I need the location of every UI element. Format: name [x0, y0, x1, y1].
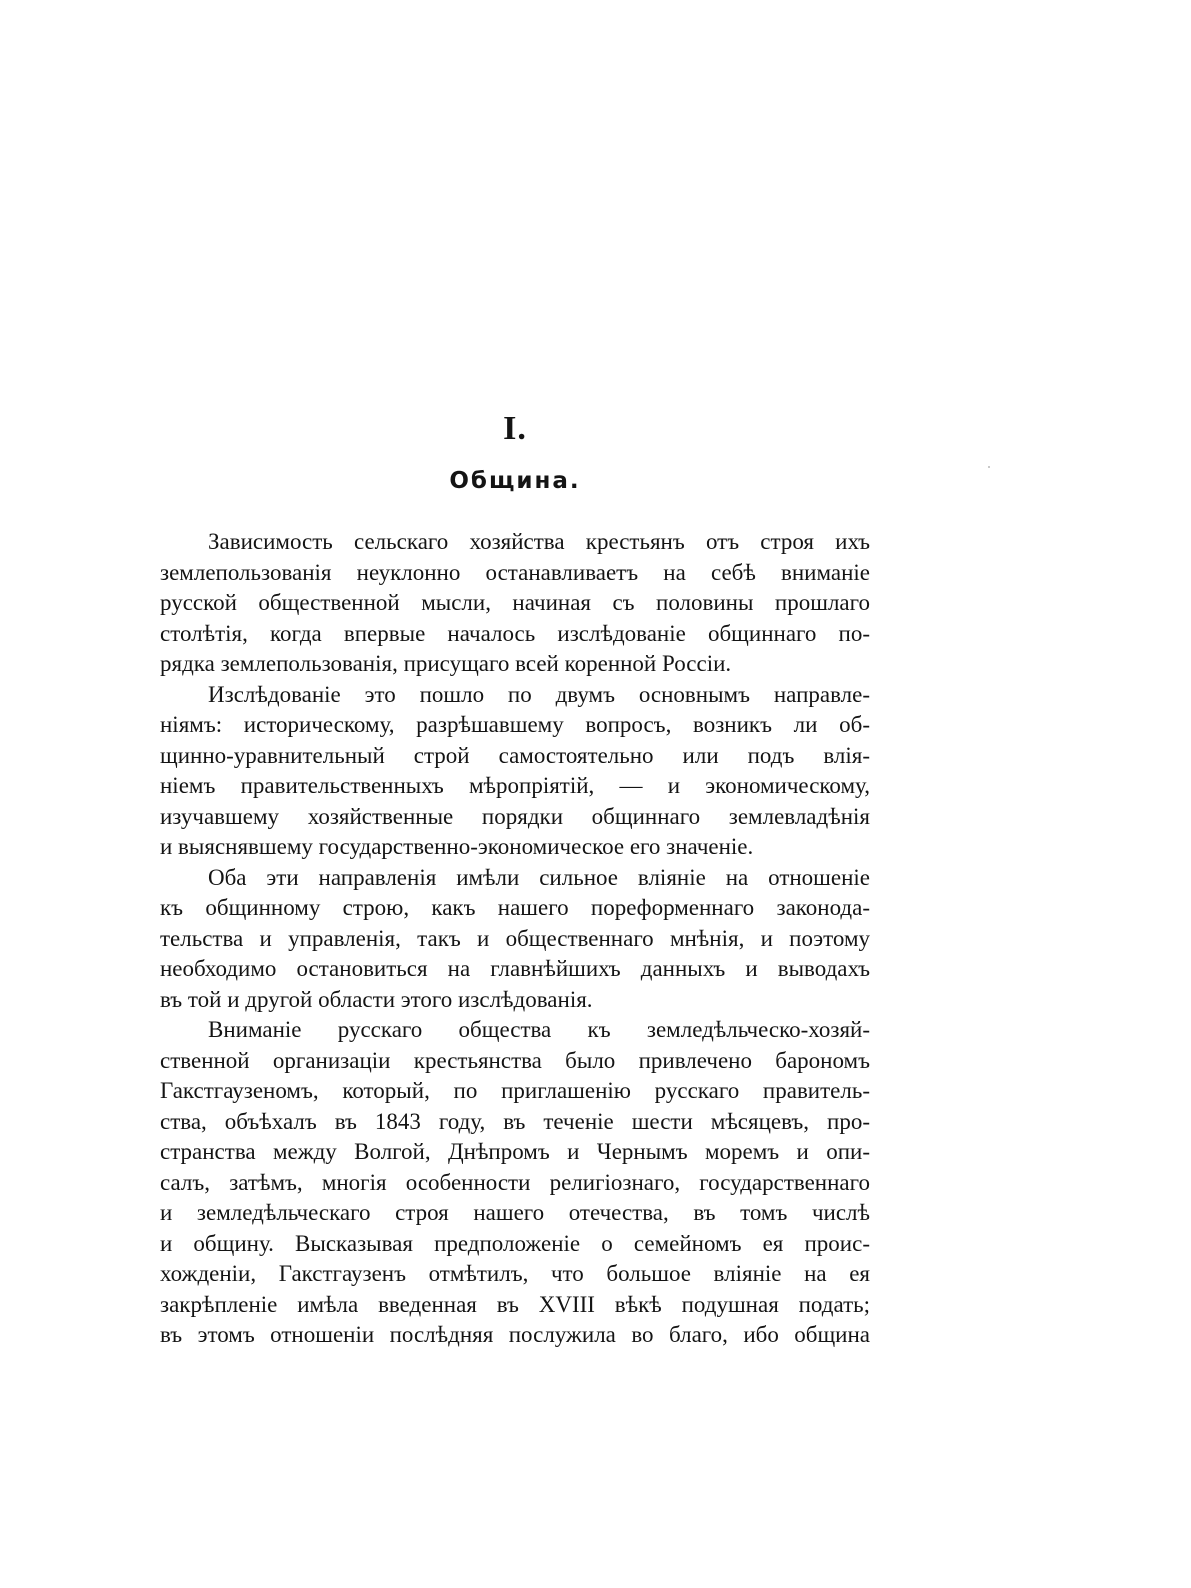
text-line: закрѣпленіе имѣла введенная въ XVIII вѣкѣ подушная подать;	[160, 1291, 870, 1317]
text-line: ства, объѣхалъ въ 1843 году, въ теченіе шести мѣсяцевъ, про-	[160, 1108, 870, 1134]
text-line: ніямъ: историческому, разрѣшавшему вопросъ, возникъ ли об-	[160, 712, 870, 737]
paragraph-3	[160, 863, 870, 1016]
text-line: ніемъ правительственныхъ мѣропріятій, — и экономическому,	[160, 773, 870, 798]
paragraph-2	[160, 680, 870, 863]
text-line: въ этомъ отношеніи послѣдняя послужила во благо, ибо община	[160, 1322, 870, 1347]
text-line: изучавшему хозяйственные порядки общиннаго землевладѣнія	[160, 803, 870, 829]
text-line: Вниманіе русскаго общества къ земледѣльческо-хозяй-	[208, 1017, 870, 1042]
text-line: въ той и другой области этого изслѣдованія.	[160, 986, 593, 1012]
text-line: и земледѣльческаго строя нашего отечества, въ томъ числѣ	[160, 1200, 870, 1225]
paragraph-1	[160, 527, 870, 680]
text-line: Зависимость сельскаго хозяйства крестьянъ отъ строя ихъ	[208, 529, 870, 554]
text-line: странства между Волгой, Днѣпромъ и Чернымъ моремъ и опи-	[160, 1139, 870, 1164]
text-line: землепользованія неуклонно останавливаетъ на себѣ вниманіе	[160, 559, 870, 585]
text-line: и общину. Высказывая предположеніе о семейномъ ея проис-	[160, 1230, 870, 1256]
text-line: хожденіи, Гакстгаузенъ отмѣтилъ, что большое вліяніе на ея	[160, 1261, 870, 1286]
text-line: необходимо остановиться на главнѣйшихъ данныхъ и выводахъ	[160, 956, 870, 981]
scan-speck	[988, 466, 990, 468]
body-text	[160, 527, 870, 1351]
text-line: къ общинному строю, какъ нашего пореформеннаго законода-	[160, 895, 870, 920]
text-line: рядка землепользованія, присущаго всей коренной Россіи.	[160, 651, 732, 676]
text-line: Оба эти направленія имѣли сильное вліяніе на отношеніе	[208, 864, 870, 890]
chapter-number: I.	[503, 410, 527, 447]
text-line: и выяснявшему государственно-экономическое его значеніе.	[160, 834, 754, 859]
text-line: салъ, затѣмъ, многія особенности религіознаго, государственнаго	[160, 1169, 870, 1195]
text-line: тельства и управленія, такъ и общественнаго мнѣнія, и поэтому	[160, 925, 870, 951]
chapter-title: Община.	[449, 468, 581, 494]
paragraph-4	[160, 1015, 870, 1351]
text-line: щинно-уравнительный строй самостоятельно или подъ влія-	[160, 742, 870, 768]
text-line: Изслѣдованіе это пошло по двумъ основнымъ направле-	[208, 681, 870, 707]
text-line: столѣтія, когда впервые началось изслѣдованіе общиннаго по-	[160, 620, 870, 646]
text-line: ственной организаціи крестьянства было привлечено барономъ	[160, 1047, 870, 1073]
text-line: Гакстгаузеномъ, который, по приглашенію русскаго правитель-	[160, 1078, 870, 1103]
text-line: русской общественной мысли, начиная съ половины прошлаго	[160, 590, 870, 615]
